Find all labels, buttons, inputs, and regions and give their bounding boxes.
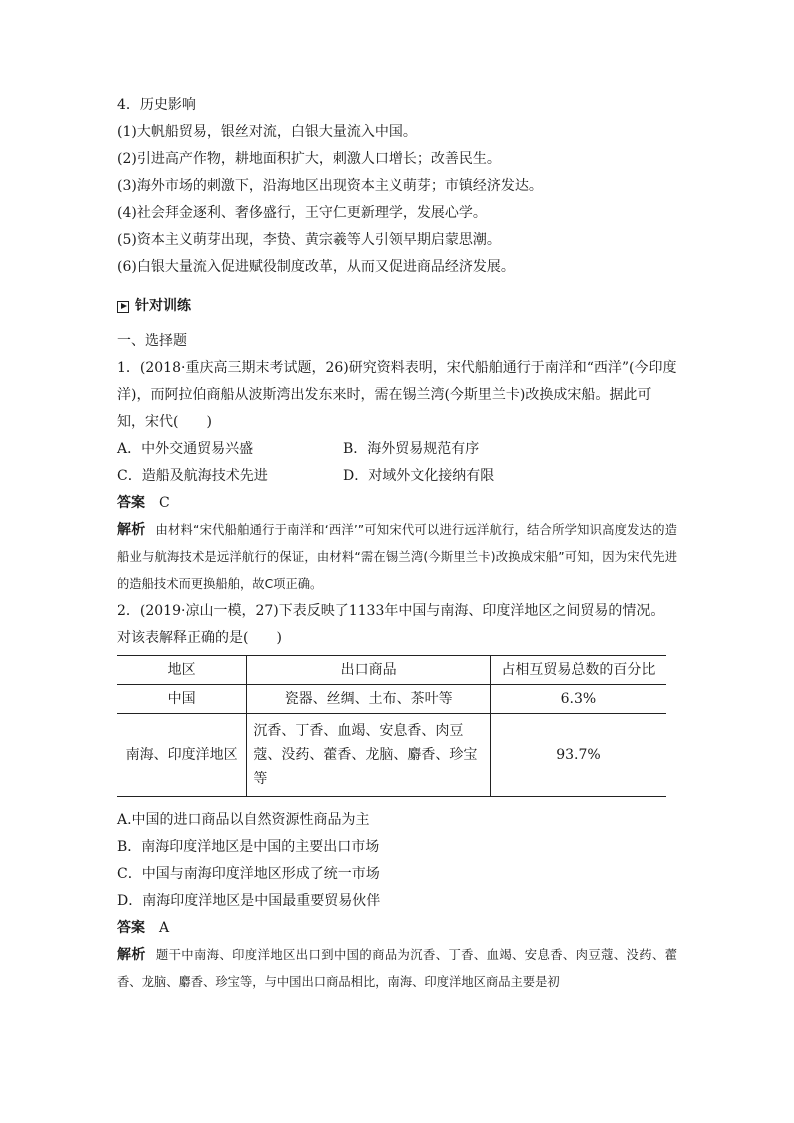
table-cell: 6.3% [490,685,666,714]
impact-item: (1)大帆船贸易，银丝对流，白银大量流入中国。 [117,124,417,140]
option-d: D．对域外文化接纳有限 [343,468,495,484]
table-cell: 中国 [117,685,247,714]
trade-table [117,655,666,797]
table-header-cell: 出口商品 [247,656,491,685]
table-row [117,685,666,714]
question-1-options [117,436,677,490]
answer-value: A [159,920,170,936]
impact-item: (4)社会拜金逐利、奢侈盛行，王守仁更新理学，发展心学。 [117,205,487,221]
question-1-answer [117,490,677,517]
option-a: A.中国的进口商品以自然资源性商品为主 [117,812,370,828]
table-row [117,714,666,797]
table-cell: 沉香、丁香、血竭、安息香、肉豆蔻、没药、藿香、龙脑、麝香、珍宝等 [247,714,491,797]
table-cell: 南海、印度洋地区 [117,714,247,797]
table-header-cell: 地区 [117,656,247,685]
analysis-text: 题干中南海、印度洋地区出口到中国的商品为沉香、丁香、血竭、安息香、肉豆蔻、没药、藿香、龙脑、麝香、珍宝等，与中国出口商品相比，南海、印度洋地区商品主要是初 [117,948,677,989]
part-title: 一、选择题 [117,333,187,349]
question-2-analysis [117,942,677,996]
option-d: D．南海印度洋地区是中国最重要贸易伙伴 [117,893,381,909]
option-c: C．中国与南海印度洋地区形成了统一市场 [117,866,380,882]
answer-label: 答案 [117,920,145,936]
impact-item: (3)海外市场的刺激下，沿海地区出现资本主义萌芽；市镇经济发达。 [117,178,543,194]
section-heading: 4．历史影响 [117,97,196,113]
analysis-label: 解析 [117,947,146,963]
option-a: A．中外交通贸易兴盛 [117,441,254,457]
document-page [117,92,677,996]
table-cell: 93.7% [490,714,666,797]
impact-item: (6)白银大量流入促进赋役制度改革，从而又促进商品经济发展。 [117,259,515,275]
question-2-answer [117,915,677,942]
impact-item: (2)引进高产作物，耕地面积扩大，刺激人口增长；改善民生。 [117,151,501,167]
training-title-text: 针对训练 [135,298,191,314]
answer-label: 答案 [117,495,145,511]
option-c: C．造船及航海技术先进 [117,468,268,484]
option-b: B．南海印度洋地区是中国的主要出口市场 [117,839,380,855]
training-section-title [117,293,677,320]
play-triangle-icon [117,301,129,313]
answer-value: C [159,495,170,511]
table-header-row [117,656,666,685]
question-1-analysis [117,517,677,598]
table-header-cell: 占相互贸易总数的百分比 [490,656,666,685]
question-1-stem: 1．(2018·重庆高三期末考试题，26)研究资料表明，宋代船舶通行于南洋和“西洋”(今印度洋)，而阿拉伯商船从波斯湾出发东来时，需在锡兰湾(今斯里兰卡)改换成宋船。据此可知，宋代( ) [117,360,677,430]
analysis-label: 解析 [117,522,146,538]
option-b: B．海外贸易规范有序 [343,441,480,457]
analysis-text: 由材料“宋代船舶通行于南洋和‘西洋’”可知宋代可以进行远洋航行，结合所学知识高度发达的造船业与航海技术是远洋航行的保证，由材料“需在锡兰湾(今斯里兰卡)改换成宋船”可知，因为宋代先进的造船技术而更换船舶，故C项正确。 [117,523,678,591]
question-2-stem: 2．(2019·凉山一模，27)下表反映了1133年中国与南海、印度洋地区之间贸易的情况。对该表解释正确的是( ) [117,603,665,646]
impact-item: (5)资本主义萌芽出现，李贽、黄宗羲等人引领早期启蒙思潮。 [117,232,501,248]
table-cell: 瓷器、丝绸、土布、茶叶等 [247,685,491,714]
